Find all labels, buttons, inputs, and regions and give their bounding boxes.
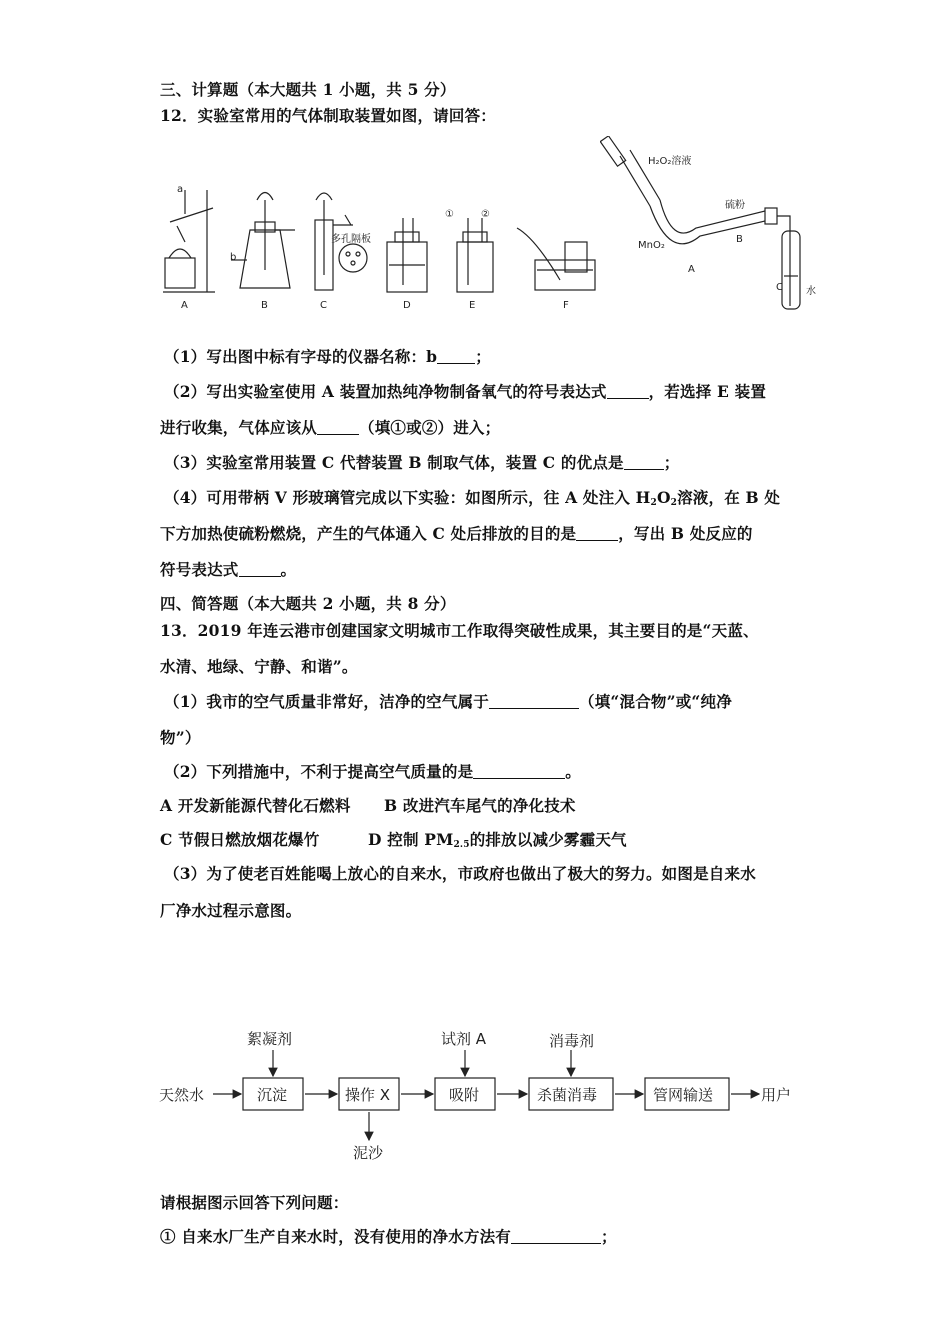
- q13-part2: （2）下列措施中，不利于提高空气质量的是 。: [164, 762, 581, 781]
- q12-part2-line1: （2）写出实验室使用 A 装置加热纯净物制备氧气的符号表达式 ，若选择 E 装置: [164, 382, 767, 401]
- q13-part1-line2: 物”）: [160, 728, 201, 747]
- q13-stem-line1: 13．2019 年连云港市创建国家文明城市工作取得突破性成果，其主要目的是“天蓝、: [160, 621, 759, 640]
- flow-reagent-a: 试剂 A: [441, 1030, 487, 1048]
- label-vC: C: [776, 282, 783, 293]
- flow-source: 天然水: [159, 1086, 205, 1104]
- answer-blank[interactable]: [489, 694, 579, 709]
- q13-sub1: ① 自来水厂生产自来水时，没有使用的净水方法有 ；: [160, 1227, 617, 1246]
- flow-step-operation-x: 操作 X: [345, 1086, 391, 1104]
- section3-heading: 三、计算题（本大题共 1 小题，共 5 分）: [160, 80, 456, 99]
- label-F: F: [563, 300, 569, 311]
- answer-blank[interactable]: [576, 526, 618, 541]
- flow-step-pipeline: 管网输送: [653, 1086, 714, 1104]
- label-porous-plate: 多孔隔板: [331, 234, 371, 245]
- q12-part4-line1: （4）可用带柄 V 形玻璃管完成以下实验：如图所示，往 A 处注入 $H_2O_2$溶液，在 B 处: [164, 488, 781, 508]
- q13-part3-line2: 厂净水过程示意图。: [160, 901, 302, 920]
- flow-end: 用户: [761, 1086, 792, 1104]
- q13-stem-line2: 水清、地绿、宁静、和谐”。: [160, 657, 358, 676]
- label-a: a: [177, 184, 184, 195]
- label-b: b: [230, 252, 237, 263]
- answer-blank[interactable]: [607, 384, 649, 399]
- q12-part2-line2: 进行收集，气体应该从 （填①或②）进入；: [160, 418, 501, 437]
- label-mno2: MnO₂: [638, 240, 665, 251]
- q12-stem: 12．实验室常用的气体制取装置如图，请回答：: [160, 106, 496, 125]
- label-sulfur: 硫粉: [725, 200, 745, 211]
- q13-part3-line1: （3）为了使老百姓能喝上放心的自来水，市政府也做出了极大的努力。如图是自来水: [164, 864, 756, 883]
- label-B: B: [261, 300, 268, 311]
- q13-prompt: 请根据图示回答下列问题：: [160, 1193, 349, 1212]
- option-b: B 改进汽车尾气的净化技术: [384, 796, 576, 815]
- label-C: C: [320, 300, 327, 311]
- answer-blank[interactable]: [239, 562, 281, 577]
- water-treatment-flow: [155, 1020, 805, 1165]
- option-c: C 节假日燃放烟花爆竹: [160, 830, 320, 849]
- label-D: D: [403, 300, 411, 311]
- answer-blank[interactable]: [317, 420, 359, 435]
- label-A: A: [181, 300, 188, 311]
- flow-step-sedimentation: 沉淀: [257, 1086, 288, 1104]
- answer-blank[interactable]: [473, 764, 565, 779]
- v-tube-figure: [600, 136, 830, 316]
- q12-part4-line2: 下方加热使硫粉燃烧，产生的气体通入 C 处后排放的目的是 ，写出 B 处反应的: [160, 524, 753, 543]
- flow-step-disinfection: 杀菌消毒: [537, 1086, 598, 1104]
- q12-part3: （3）实验室常用装置 C 代替装置 B 制取气体，装置 C 的优点是 ；: [164, 453, 680, 472]
- flow-step-adsorption: 吸附: [449, 1086, 480, 1104]
- label-port-1: ①: [445, 209, 454, 220]
- option-a: A 开发新能源代替化石燃料: [160, 796, 351, 815]
- option-d: D 控制 $PM_{2.5}$的排放以减少雾霾天气: [368, 830, 627, 850]
- flow-waste-sand: 泥沙: [353, 1144, 384, 1162]
- answer-blank[interactable]: [511, 1229, 601, 1244]
- section4-heading: 四、简答题（本大题共 2 小题，共 8 分）: [160, 594, 456, 613]
- answer-blank[interactable]: [437, 349, 475, 364]
- q12-part1: （1）写出图中标有字母的仪器名称：b ；: [164, 347, 491, 366]
- label-vB: B: [736, 234, 743, 245]
- label-water: 水: [806, 286, 816, 297]
- label-E: E: [469, 300, 476, 311]
- label-port-2: ②: [481, 209, 490, 220]
- flow-reagent-flocculant: 絮凝剂: [247, 1030, 293, 1048]
- q13-part1-line1: （1）我市的空气质量非常好，洁净的空气属于 （填“混合物”或“纯净: [164, 692, 732, 711]
- label-vA: A: [688, 264, 695, 275]
- apparatus-figure: [155, 180, 615, 315]
- q12-part4-line3: 符号表达式 。: [160, 560, 297, 579]
- answer-blank[interactable]: [624, 455, 664, 470]
- flow-reagent-disinfectant: 消毒剂: [549, 1032, 595, 1050]
- label-h2o2: H₂O₂溶液: [648, 156, 692, 167]
